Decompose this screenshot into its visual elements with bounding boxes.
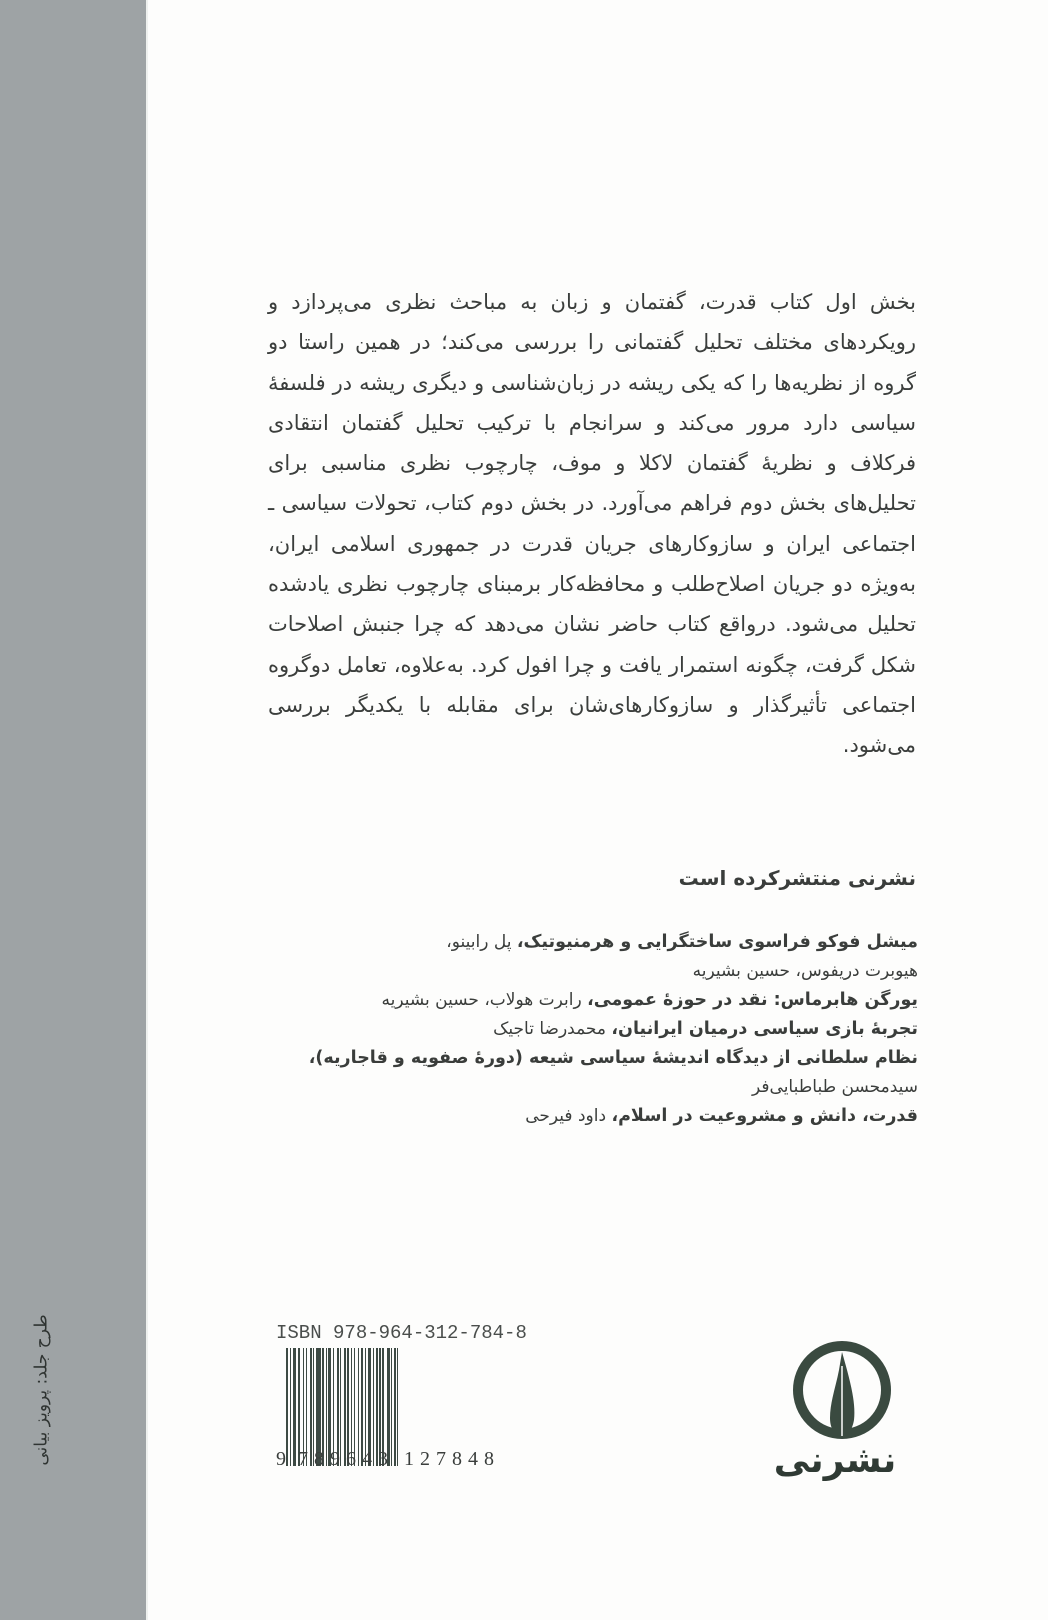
book-authors: رابرت هولاب، حسین بشیریه xyxy=(381,990,588,1010)
barcode-digits-right: 127848 xyxy=(404,1448,500,1470)
isbn-label: ISBN 978-964-312-784-8 xyxy=(276,1322,527,1344)
book-title: نظام سلطانی از دیدگاه اندیشهٔ سیاسی شیعه (دورهٔ صفویه و قاجاریه)، xyxy=(308,1048,918,1068)
isbn-barcode-block xyxy=(276,1322,556,1471)
cover-design-credit-text: طرح جلد: پرویز بیانی xyxy=(32,1314,53,1466)
description-paragraph: بخش اول کتاب قدرت، گفتمان و زبان به مباحث نظری می‌پردازد و رویکردهای مختلف تحلیل گفتمانی را بررسی می‌کند؛ در همین راستا دو گروه از نظریه‌ها را که یکی ریشه در زبان‌شناسی و دیگری ریشه در فلسفهٔ سیاسی دارد مرور می‌کند و سرانجام با ترکیب تحلیل گفتمان انتقادی فرکلاف و نظریهٔ گفتمان لاکلا و موف، چارچوب نظری مناسبی برای تحلیل‌های بخش دوم فراهم می‌آورد. در بخش دوم کتاب، تحولات سیاسی ـ اجتماعی ایران و سازوکارهای جریان قدرت در جمهوری اسلامی ایران، به‌ویژه دو جریان اصلاح‌طلب و محافظه‌کار برمبنای چارچوب نظری یادشده تحلیل می‌شود. درواقع کتاب حاضر نشان می‌دهد که چرا جنبش اصلاحات شکل گرفت، چگونه استمرار یافت و چرا افول کرد. به‌علاوه، تعامل دوگروه اجتماعی تأثیرگذار و سازوکارهای‌شان برای مقابله با یکدیگر بررسی می‌شود. xyxy=(268,290,916,758)
cover-design-credit xyxy=(22,1300,62,1480)
also-published-list xyxy=(272,928,918,1131)
book-authors: محمدرضا تاجیک xyxy=(493,1019,612,1039)
book-item xyxy=(272,928,918,986)
book-authors-continued: سیدمحسن طباطبایی‌فر xyxy=(752,1077,918,1097)
also-published-heading: نشرنی منتشرکرده است xyxy=(678,866,916,890)
barcode-digit-prefix: 9 xyxy=(276,1448,292,1470)
book-item xyxy=(272,1102,918,1131)
book-description xyxy=(268,282,916,766)
book-title: یورگن هابرماس: نقد در حوزهٔ عمومی، xyxy=(587,990,918,1010)
spine-strip xyxy=(0,0,148,1620)
barcode-digits-left: 789643 xyxy=(298,1448,394,1470)
book-title: قدرت، دانش و مشروعیت در اسلام، xyxy=(611,1106,918,1126)
barcode-digits xyxy=(276,1448,556,1471)
book-authors: داود فیرحی xyxy=(525,1106,612,1126)
book-item xyxy=(272,1015,918,1044)
book-item xyxy=(272,1044,918,1102)
book-authors-continued: هیوبرت دریفوس، حسین بشیریه xyxy=(692,961,918,981)
publisher-name: نشرنی xyxy=(773,1440,897,1481)
book-title: میشل فوکو فراسوی ساختگرایی و هرمنیوتیک، xyxy=(516,932,918,952)
book-authors: پل رابینو، xyxy=(446,932,517,952)
book-title: تجربهٔ بازی سیاسی درمیان ایرانیان، xyxy=(611,1019,918,1039)
book-item xyxy=(272,986,918,1015)
